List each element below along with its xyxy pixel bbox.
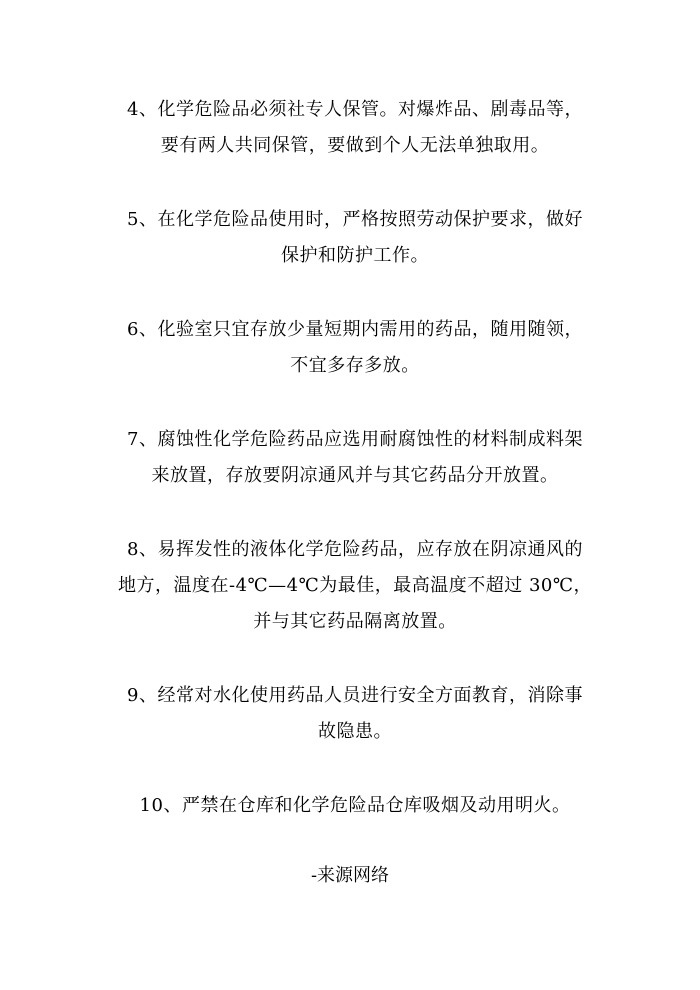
rule-item-10 <box>100 788 610 824</box>
rule-item-line: 7、腐蚀性化学危险药品应选用耐腐蚀性的材料制成料架 <box>127 429 583 450</box>
source-note: -来源网络 <box>310 865 390 886</box>
rule-item-line: 保护和防护工作。 <box>281 245 429 266</box>
rule-item-line: 要有两人共同保管，要做到个人无法单独取用。 <box>160 135 550 156</box>
rule-item-line: 不宜多存多放。 <box>290 355 420 376</box>
rule-item-line: 故隐患。 <box>318 721 392 742</box>
rule-item-line: 地方，温度在-4℃—4℃为最佳，最高温度不超过 30℃， <box>117 575 593 596</box>
rule-item-4 <box>100 92 610 164</box>
rule-item-line: 4、化学危险品必须社专人保管。对爆炸品、剧毒品等， <box>127 99 583 120</box>
rule-item-line: 10、严禁在仓库和化学危险品仓库吸烟及动用明火。 <box>139 795 571 816</box>
rule-item-line: 来放置，存放要阴凉通风并与其它药品分开放置。 <box>151 465 559 486</box>
rule-item-line: 9、经常对水化使用药品人员进行安全方面教育，消除事 <box>127 685 583 706</box>
rule-item-8 <box>100 532 610 640</box>
rule-item-line: 8、易挥发性的液体化学危险药品，应存放在阴凉通风的 <box>127 539 583 560</box>
rule-item-7 <box>100 422 610 494</box>
rule-item-line: 5、在化学危险品使用时，严格按照劳动保护要求，做好 <box>127 209 583 230</box>
rule-item-5 <box>100 202 610 274</box>
rule-item-line: 并与其它药品隔离放置。 <box>253 611 457 632</box>
rule-item-9 <box>100 678 610 750</box>
rule-item-6 <box>100 312 610 384</box>
rule-item-line: 6、化验室只宜存放少量短期内需用的药品，随用随领， <box>127 319 583 340</box>
